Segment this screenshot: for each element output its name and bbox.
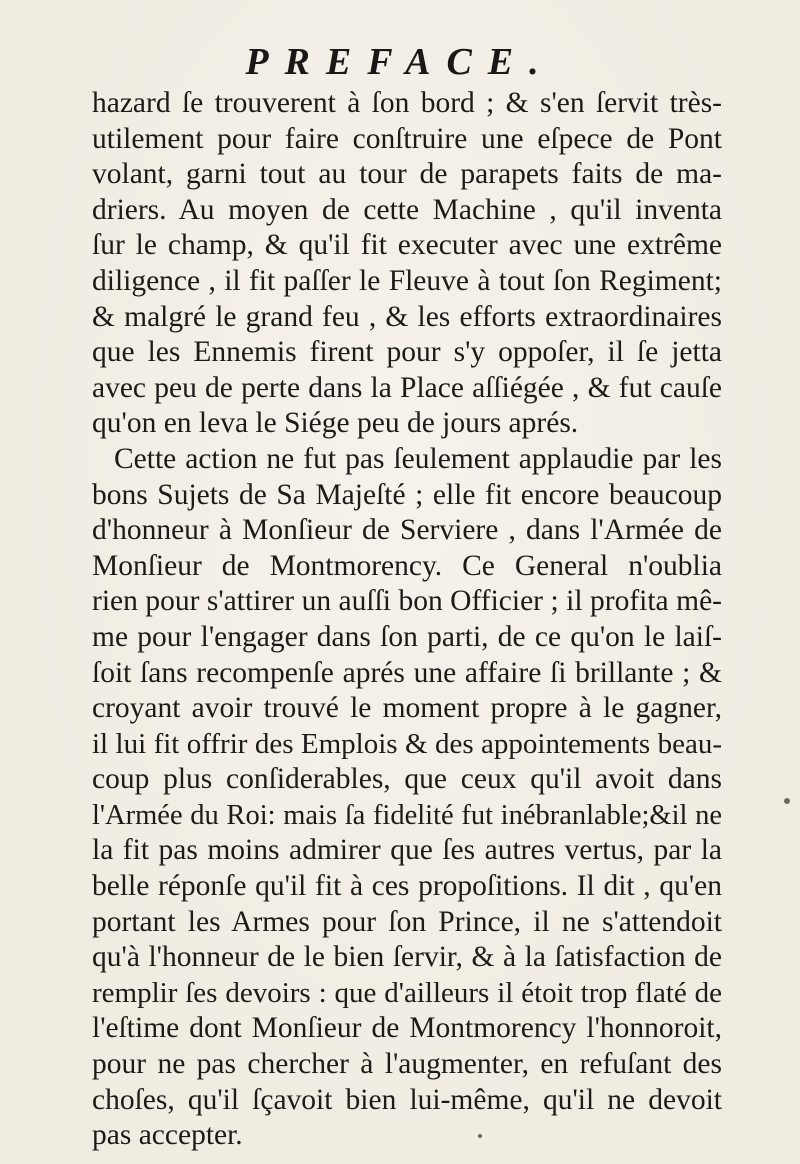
text-line: driers. Au moyen de cette Machine , qu'il inventa [92,193,722,226]
text-line: qu'à l'honneur de le bien ſervir, & à la ſatisfaction de [92,941,722,974]
text-line: Monſieur de Montmorency. Ce General n'oublia [92,549,722,582]
text-line: coup plus conſiderables, que ceux qu'il avoit dans [92,763,722,796]
text-line: volant, garni tout au tour de parapets faits de ma- [92,158,722,191]
text-line: qu'on en leva le Siége peu de jours aprés. [92,407,579,440]
text-line: l'eſtime dont Monſieur de Montmorency l'honnoroit, [92,1012,722,1045]
text-line: l'Armée du Roi: mais ſa fidelité fut inébranlable;&il ne [92,799,722,831]
text-line: rien pour s'attirer un auſſi bon Officier ; il profita mê- [92,585,722,618]
text-line: la fit pas moins admirer que ſes autres vertus, par la [92,834,722,867]
text-line: d'honneur à Monſieur de Serviere , dans l'Armée de [92,514,722,547]
paragraph-first-line: Cette action ne fut pas ſeulement applaudie par les [114,442,722,475]
text-line: bons Sujets de Sa Majeſté ; elle fit encore beaucoup [92,478,722,511]
text-line: ſur le champ, & qu'il fit executer avec une extrême [92,229,722,262]
text-line: me pour l'engager dans ſon parti, de ce qu'on le laiſ- [92,620,722,653]
text-line: pas accepter. [92,1119,243,1152]
text-line: que les Ennemis firent pour s'y oppoſer, il ſe jetta [92,336,722,369]
text-line: choſes, qu'il ſçavoit bien lui-même, qu'il ne devoit [92,1083,722,1116]
text-line: belle réponſe qu'il fit à ces propoſitions. Il dit , qu'en [92,870,722,903]
text-line: ſoit ſans recompenſe aprés une affaire ſi brillante ; & [92,656,722,689]
text-line: diligence , il fit paſſer le Fleuve à tout ſon Regiment; [92,264,722,297]
text-line: portant les Armes pour ſon Prince, il ne s'attendoit [92,905,722,938]
body-text [92,86,722,1154]
text-line: utilement pour faire conſtruire une eſpece de Pont [92,122,722,155]
ink-speck [784,798,790,804]
text-line: il lui fit offrir des Emplois & des appointements beau- [92,727,722,760]
text-line: & malgré le grand feu , & les efforts extraordinaires [92,300,722,333]
running-header: PREFACE. [245,41,555,83]
text-line: remplir ſes devoirs : que d'ailleurs il étoit trop flaté de [92,976,722,1009]
text-line: croyant avoir trouvé le moment propre à le gagner, [92,692,722,725]
ink-speck [478,1134,482,1138]
text-line: avec peu de perte dans la Place aſſiégée , & fut cauſe [92,371,722,404]
text-line: hazard ſe trouverent à ſon bord ; & s'en ſervit très- [92,87,722,119]
text-line: pour ne pas chercher à l'augmenter, en refuſant des [92,1048,722,1081]
